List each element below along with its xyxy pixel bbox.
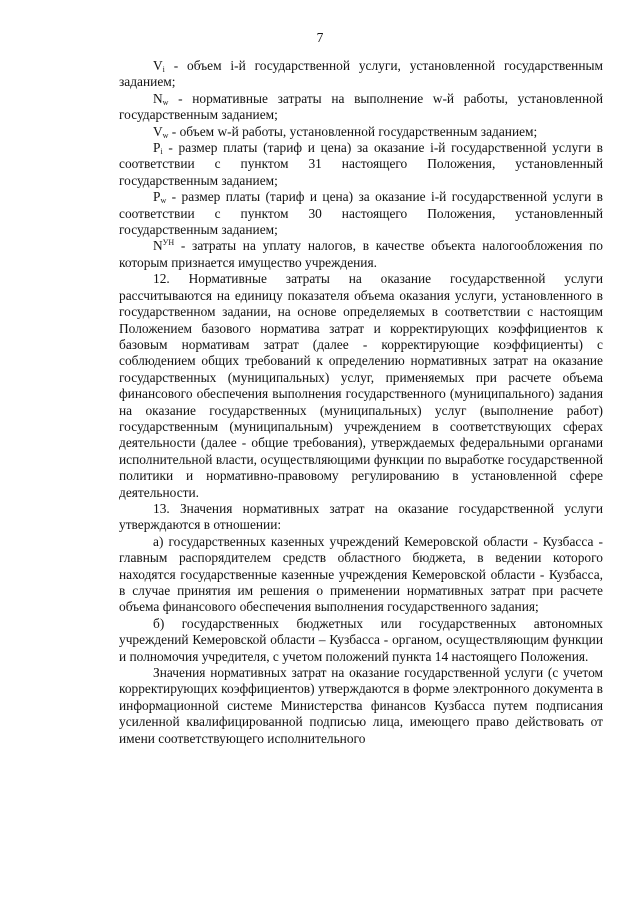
page-number: 7 [316,30,324,45]
definition-tax: $N^{УН}$ - затраты на уплату налогов, в качестве объекта налогообложения по которым признается имущество учреждения. [119,238,603,270]
definition-pi: $P_i$ - размер платы (тариф и цена) за оказание i-й государственной услуги в соответствии с пунктом 31 настоящего Положения, установленный государственным заданием; [119,140,603,188]
definition-vi: $V_i$ - объем i-й государственной услуги, установленной государственным заданием; [119,58,603,90]
paragraph-13-b: б) государственных бюджетных или государственных автономных учреждений Кемеровской области – Кузбасса - органом, осуществляющим функции и полномочия учредителя, с учетом положений пункта 14 настоящего Положения. [119,615,603,664]
definition-nw: $N_w$ - нормативные затраты на выполнение w-й работы, установленной государственным заданием; [119,90,603,123]
definition-pw: $P_w$ - размер платы (тариф и цена) за оказание i-й государственной услуги в соответствии с пунктом 30 настоящего Положения, установленный государственным заданием; [119,189,603,238]
document-body [119,58,603,747]
paragraph-approval: Значения нормативных затрат на оказание государственной услуги (с учетом корректирующих коэффициентов) утверждаются в форме электронного документа в информационной системе Министерства финансов Кузбасса путем подписания усиленной квалифицированной подписью лица, имеющего право действовать от имени соответствующего исполнительного [119,665,603,746]
paragraph-13-a: а) государственных казенных учреждений Кемеровской области - Кузбасса - главным распорядителем средств областного бюджета, в ведении которого находятся государственные казенные учреждения Кемеровской области - Кузбасса, в случае принятия им решения о применении нормативных затрат при расчете объема финансового обеспечения выполнения государственного задания; [119,533,603,615]
paragraph-13: 13. Значения нормативных затрат на оказание государственной услуги утверждаются в отношении: [119,500,603,533]
definition-vw: $V_w$ - объем w-й работы, установленной государственным заданием; [153,123,538,140]
paragraph-12: 12. Нормативные затраты на оказание государственной услуги рассчитываются на единицу показателя объема оказания услуги, установленного в государственном задании, на основе определяемых в соответствии с настоящим Положением базового норматива затрат и корректирующих коэффициентов к базовым нормативам затрат (далее - корректирующие коэффициенты) с соблюдением общих требований к определению нормативных затрат на оказание государственных (муниципальных) услуг, применяемых при расчете объема финансового обеспечения выполнения государственного (муниципального) задания на оказание государственных (муниципальных) услуг (выполнение работ) государственным (муниципальным) учреждением в соответствующих сферах деятельности (далее - общие требования), утверждаемых федеральными органами исполнительной власти, осуществляющими функции по выработке государственной политики и нормативно-правовому регулированию в установленной сфере деятельности. [119,271,603,500]
